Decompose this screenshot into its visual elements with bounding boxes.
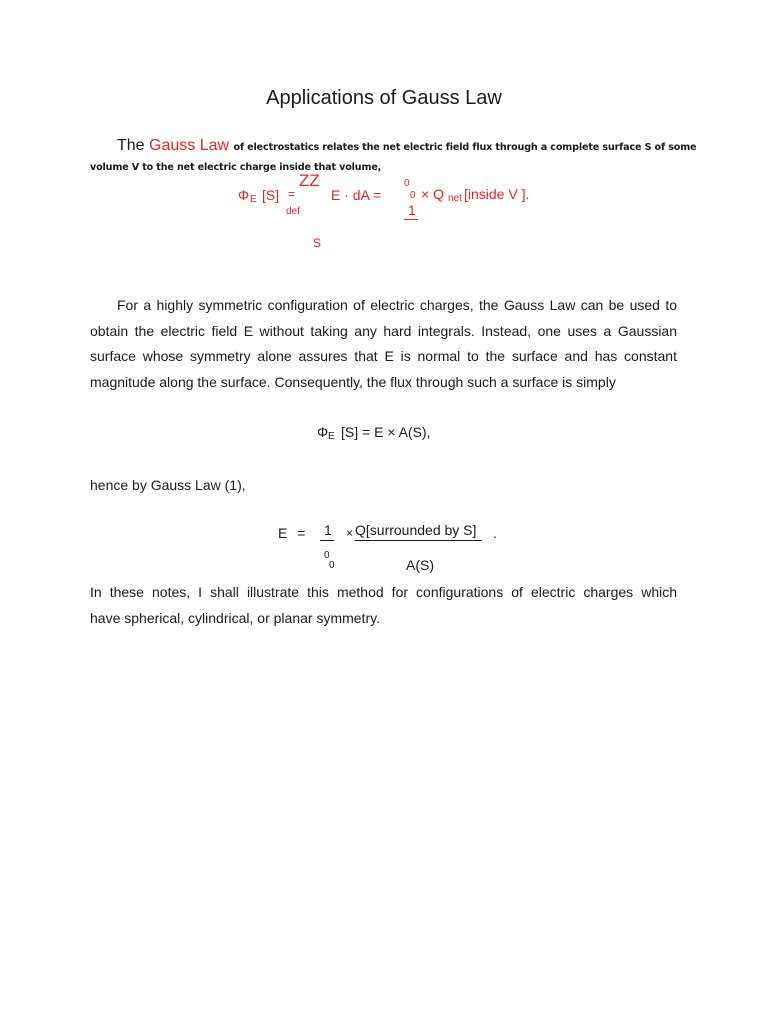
hence-line: hence by Gauss Law (1), [90, 477, 246, 493]
eq1-inside-v: [inside V ]. [464, 186, 530, 202]
eq3-area: A(S) [406, 557, 434, 573]
eq3-right-fraction-bar [355, 540, 482, 541]
eq3-epsilon-zero-sub: 0 [329, 560, 335, 571]
eq1-fraction-bar [404, 219, 418, 220]
para3-line: In these notes, I shall illustrate this method for configurations of electric charges which [90, 584, 677, 600]
eq1-times-q: × Q [421, 186, 444, 202]
intro-the: The [117, 137, 145, 154]
para2-line: surface whose symmetry alone assures that E is normal to the surface and has constant [90, 348, 677, 364]
eq2-phi: Φ [317, 424, 329, 440]
para2-line: magnitude along the surface. Consequently, the flux through such a surface is simply [90, 373, 616, 390]
eq2-sub-e: E [328, 431, 335, 442]
eq1-sub-e: E [250, 194, 257, 205]
para2-line: For a highly symmetric configuration of electric charges, the Gauss Law can be used to [117, 297, 677, 313]
page-title: Applications of Gauss Law [266, 87, 502, 109]
eq3-dot: . [493, 525, 497, 541]
paragraph-symmetric-config [90, 293, 677, 395]
eq1-double-integral: ZZ [299, 171, 320, 190]
eq1-one: 1 [408, 202, 416, 218]
gauss-law-term: Gauss Law [149, 137, 230, 154]
intro-line-1 [117, 137, 696, 155]
para3-line: have spherical, cylindrical, or planar symmetry. [90, 609, 380, 626]
eq2-rest: [S] = E × A(S), [341, 424, 431, 440]
eq3-left-fraction-bar [320, 540, 334, 541]
eq3-q-surrounded: Q[surrounded by S] [355, 522, 477, 538]
paragraph-notes [90, 580, 677, 631]
intro-line-1-text: of electrostatics relates the net electric field flux through a complete surface S of some [233, 142, 697, 153]
eq1-def: def [286, 206, 300, 217]
eq3-one: 1 [324, 522, 332, 538]
eq1-phi: Φ [238, 187, 250, 203]
eq3-times: × [346, 526, 354, 540]
eq1-s-bracket: [S] [262, 187, 280, 203]
eq1-e-da: E · dA = [331, 187, 382, 203]
eq1-sub-net: net [448, 193, 462, 204]
eq1-equals: = [288, 187, 296, 201]
eq1-epsilon-zero-top: 0 [404, 178, 410, 189]
eq3-epsilon-zero-top: 0 [324, 550, 330, 561]
intro-line-2: volume V to the net electric charge inside that volume, [90, 162, 382, 173]
eq3-e-equals: E = [278, 525, 306, 541]
eq1-surface-s: S [313, 236, 322, 250]
para2-line: obtain the electric field E without taking any hard integrals. Instead, one uses a Gaussian [90, 322, 677, 339]
eq1-epsilon-zero-sub: 0 [410, 190, 416, 201]
